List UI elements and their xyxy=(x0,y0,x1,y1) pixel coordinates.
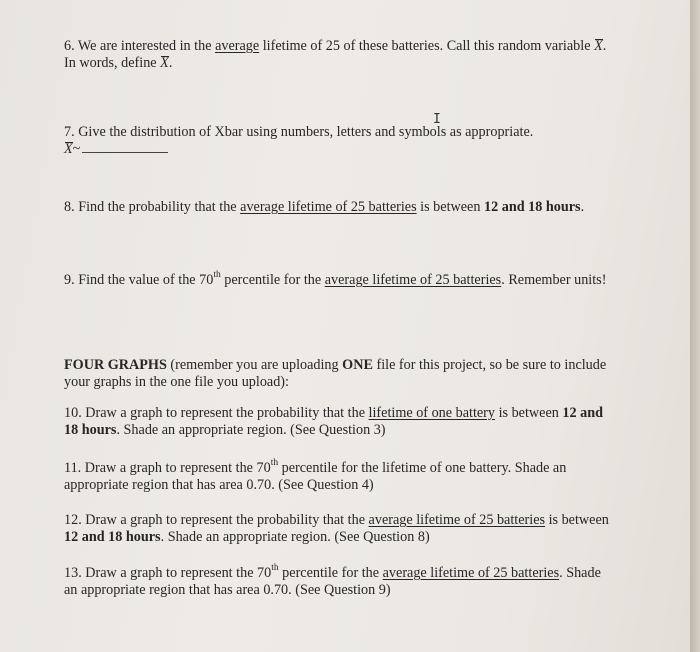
xbar-symbol: X xyxy=(160,55,169,71)
question-8: 8. Find the probability that the average lifetime of 25 batteries is between 12 and 18 hours. xyxy=(64,199,585,215)
text-cursor-icon: I xyxy=(433,112,441,127)
question-6: 6. We are interested in the average lifetime of 25 of these batteries. Call this random variable X. In words, define X. xyxy=(64,38,607,71)
question-11: 11. Draw a graph to represent the 70th percentile for the lifetime of one battery. Shade an appropriate region that has area 0.70. (See Question 4) xyxy=(64,458,567,493)
question-9: 9. Find the value of the 70th percentile for the average lifetime of 25 batteries. Remember units! xyxy=(64,270,607,288)
xbar-symbol: X xyxy=(64,141,73,157)
four-graphs-intro: FOUR GRAPHS (remember you are uploading ONE file for this project, so be sure to include your graphs in the one file you upload): xyxy=(64,357,607,390)
question-7: 7. Give the distribution of Xbar using numbers, letters and symbols as appropriate. X~ xyxy=(64,124,534,157)
answer-blank xyxy=(82,142,168,153)
question-13: 13. Draw a graph to represent the 70th percentile for the average lifetime of 25 batteries. Shade an appropriate region that has area 0.70. (See Question 9) xyxy=(64,563,601,598)
question-10: 10. Draw a graph to represent the probability that the lifetime of one battery is between 12 and 18 hours. Shade an appropriate region. (See Question 3) xyxy=(64,405,603,438)
xbar-symbol: X xyxy=(594,38,603,54)
question-12: 12. Draw a graph to represent the probability that the average lifetime of 25 batteries is between 12 and 18 hours. Shade an appropriate region. (See Question 8) xyxy=(64,512,609,545)
page-edge xyxy=(690,0,700,652)
